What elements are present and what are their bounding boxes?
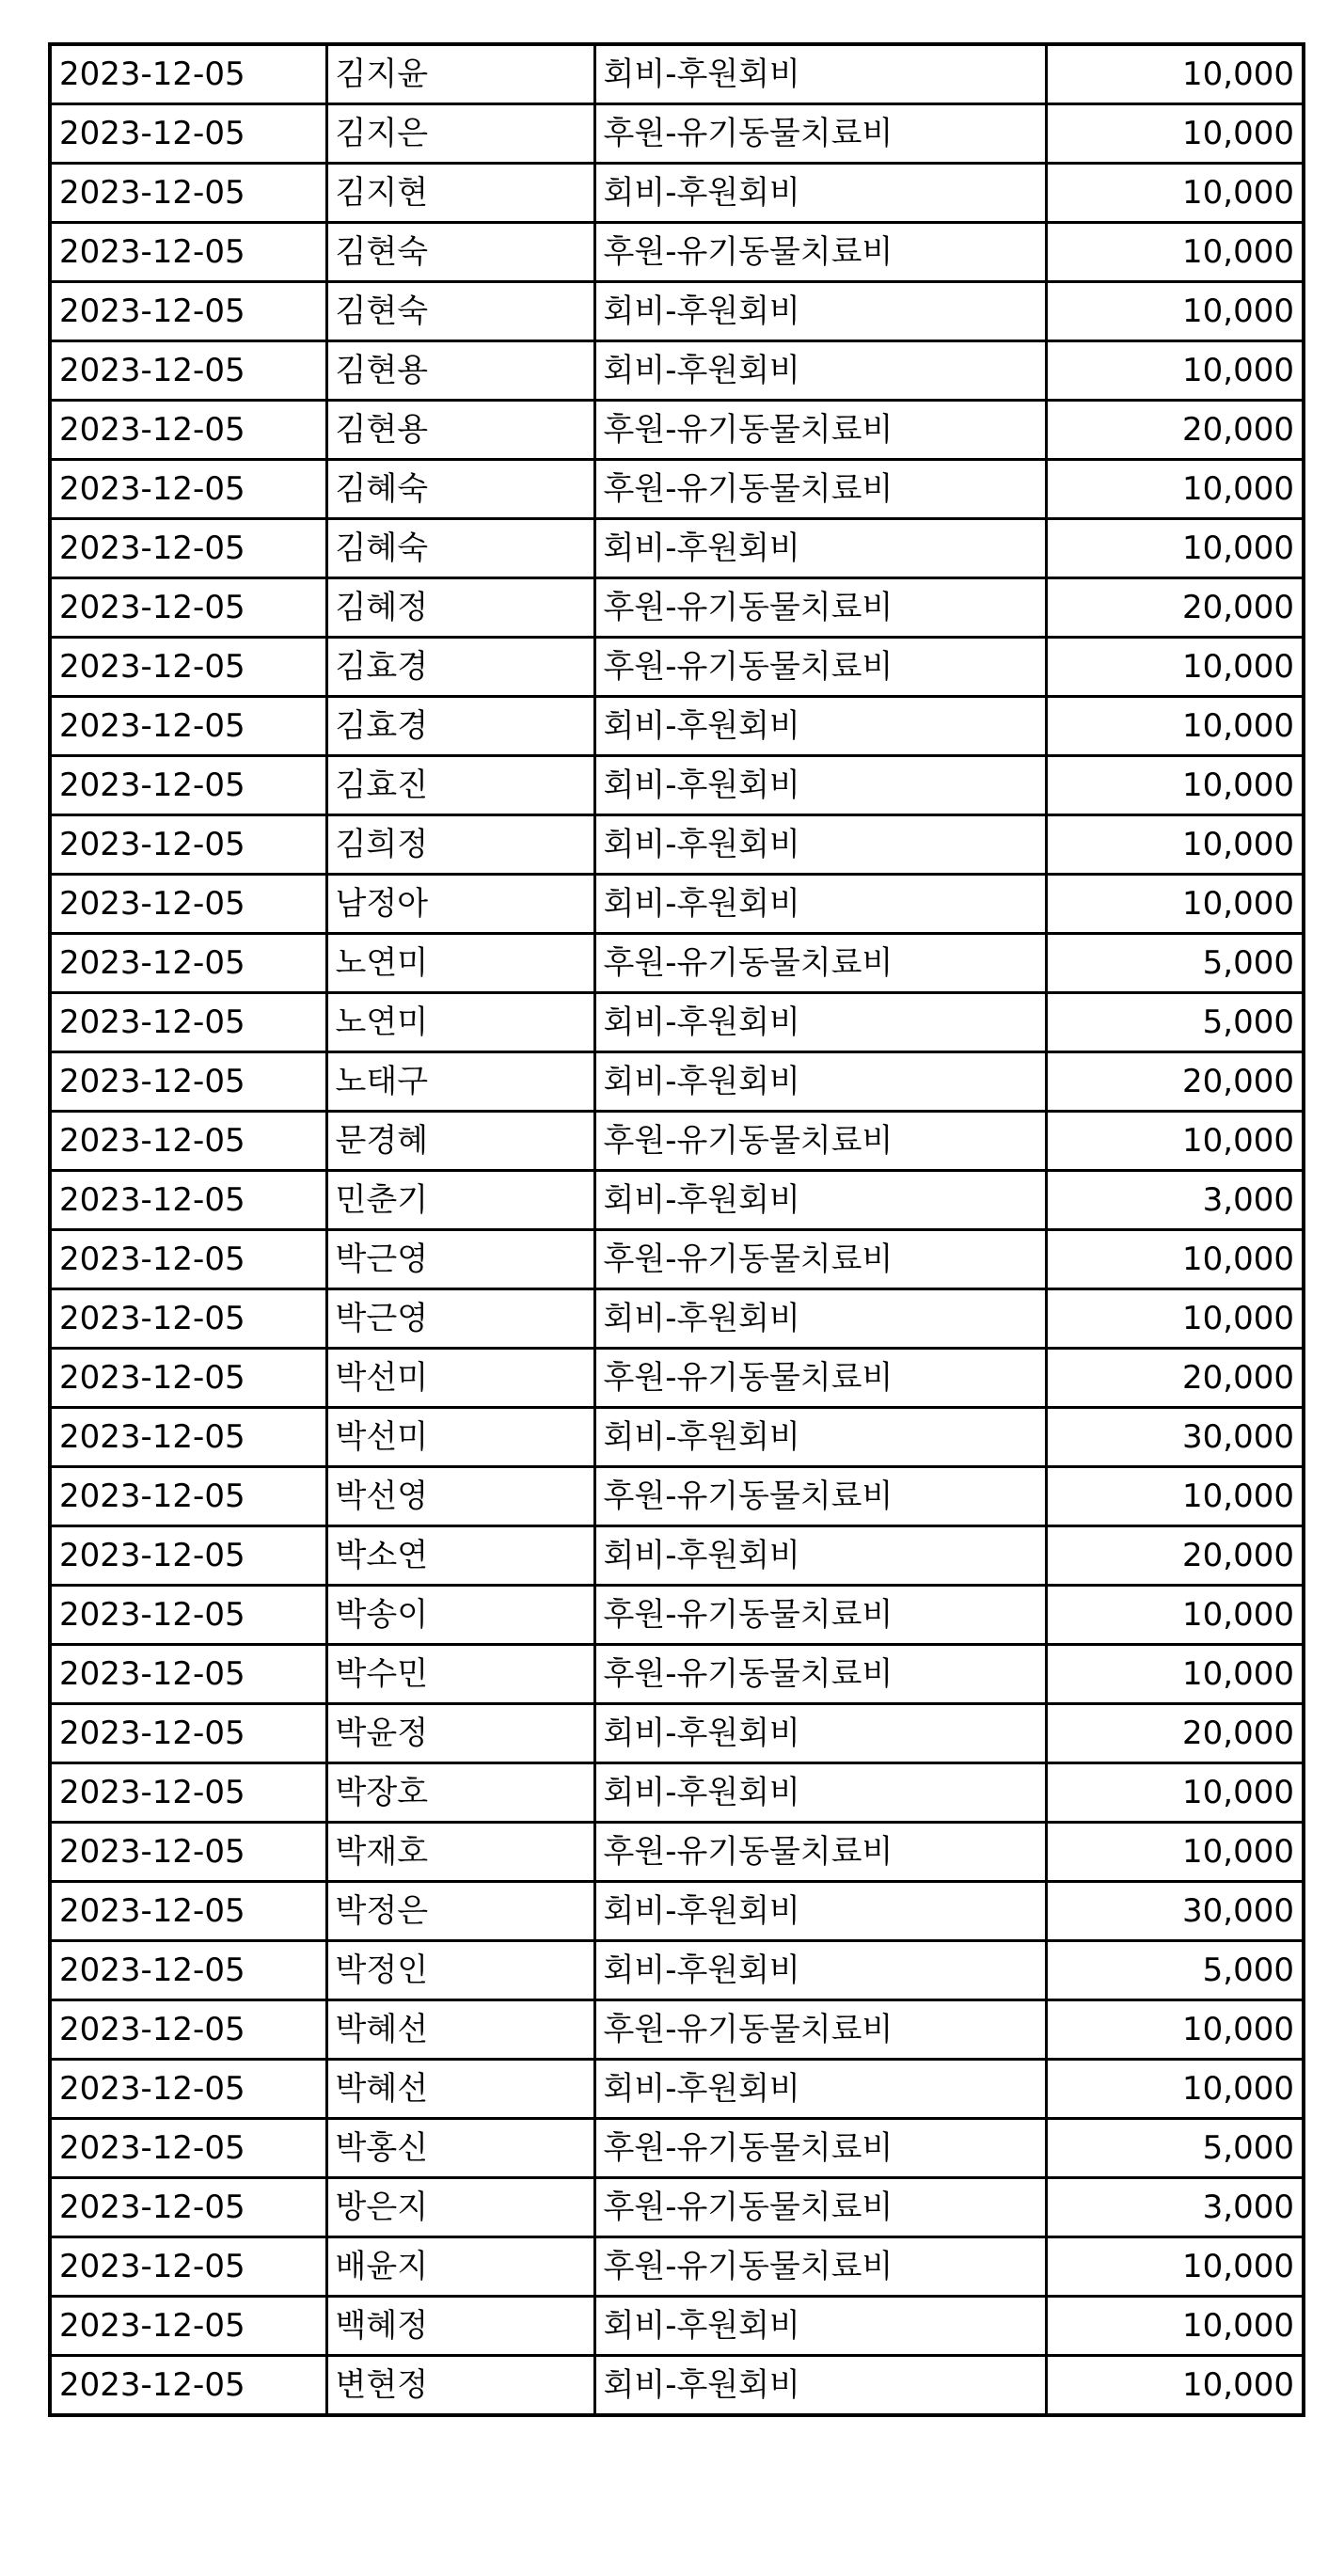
amount-cell: 30,000 — [1046, 1408, 1304, 1467]
amount-cell: 20,000 — [1046, 1704, 1304, 1763]
amount-cell: 10,000 — [1046, 815, 1304, 875]
amount-cell: 20,000 — [1046, 401, 1304, 460]
donor-name-cell: 박윤정 — [326, 1704, 594, 1763]
date-cell: 2023-12-05 — [50, 1467, 326, 1526]
date-cell: 2023-12-05 — [50, 1704, 326, 1763]
category-cell: 회비-후원회비 — [594, 1763, 1046, 1823]
table-row — [50, 282, 1304, 341]
category-cell: 후원-유기동물치료비 — [594, 223, 1046, 282]
amount-cell: 30,000 — [1046, 1882, 1304, 1941]
amount-cell: 10,000 — [1046, 1467, 1304, 1526]
amount-cell: 10,000 — [1046, 2060, 1304, 2119]
table-row — [50, 1112, 1304, 1171]
amount-cell: 10,000 — [1046, 2297, 1304, 2356]
category-cell: 후원-유기동물치료비 — [594, 2178, 1046, 2237]
donor-name-cell: 김지현 — [326, 164, 594, 223]
date-cell: 2023-12-05 — [50, 1763, 326, 1823]
donor-name-cell: 김현숙 — [326, 223, 594, 282]
category-cell: 회비-후원회비 — [594, 519, 1046, 578]
category-cell: 후원-유기동물치료비 — [594, 1645, 1046, 1704]
table-row — [50, 2178, 1304, 2237]
date-cell: 2023-12-05 — [50, 460, 326, 519]
date-cell: 2023-12-05 — [50, 1941, 326, 2000]
table-row — [50, 638, 1304, 697]
category-cell: 회비-후원회비 — [594, 815, 1046, 875]
ledger-body — [50, 44, 1304, 2415]
category-cell: 회비-후원회비 — [594, 875, 1046, 934]
table-row — [50, 1823, 1304, 1882]
date-cell: 2023-12-05 — [50, 993, 326, 1052]
table-row — [50, 460, 1304, 519]
date-cell: 2023-12-05 — [50, 638, 326, 697]
date-cell: 2023-12-05 — [50, 104, 326, 164]
donor-name-cell: 백혜정 — [326, 2297, 594, 2356]
date-cell: 2023-12-05 — [50, 2178, 326, 2237]
donor-name-cell: 남정아 — [326, 875, 594, 934]
donor-name-cell: 김현용 — [326, 401, 594, 460]
date-cell: 2023-12-05 — [50, 1052, 326, 1112]
table-row — [50, 1289, 1304, 1349]
category-cell: 회비-후원회비 — [594, 1704, 1046, 1763]
category-cell: 후원-유기동물치료비 — [594, 2237, 1046, 2297]
category-cell: 후원-유기동물치료비 — [594, 1467, 1046, 1526]
table-row — [50, 104, 1304, 164]
category-cell: 후원-유기동물치료비 — [594, 1349, 1046, 1408]
donor-name-cell: 김현용 — [326, 341, 594, 401]
amount-cell: 10,000 — [1046, 1586, 1304, 1645]
amount-cell: 10,000 — [1046, 2237, 1304, 2297]
amount-cell: 10,000 — [1046, 1645, 1304, 1704]
table-row — [50, 756, 1304, 815]
category-cell: 회비-후원회비 — [594, 2297, 1046, 2356]
donor-name-cell: 김혜숙 — [326, 519, 594, 578]
amount-cell: 10,000 — [1046, 2000, 1304, 2060]
date-cell: 2023-12-05 — [50, 401, 326, 460]
donor-name-cell: 변현정 — [326, 2356, 594, 2416]
amount-cell: 10,000 — [1046, 638, 1304, 697]
date-cell: 2023-12-05 — [50, 1112, 326, 1171]
category-cell: 회비-후원회비 — [594, 993, 1046, 1052]
donor-name-cell: 박정인 — [326, 1941, 594, 2000]
table-row — [50, 1941, 1304, 2000]
amount-cell: 10,000 — [1046, 1289, 1304, 1349]
category-cell: 후원-유기동물치료비 — [594, 578, 1046, 638]
donor-name-cell: 김효진 — [326, 756, 594, 815]
amount-cell: 10,000 — [1046, 44, 1304, 104]
category-cell: 회비-후원회비 — [594, 44, 1046, 104]
amount-cell: 10,000 — [1046, 104, 1304, 164]
amount-cell: 10,000 — [1046, 1763, 1304, 1823]
table-row — [50, 2297, 1304, 2356]
donor-name-cell: 박재호 — [326, 1823, 594, 1882]
table-row — [50, 1882, 1304, 1941]
donor-name-cell: 김효경 — [326, 697, 594, 756]
table-row — [50, 697, 1304, 756]
donor-name-cell: 김지윤 — [326, 44, 594, 104]
donor-name-cell: 박선미 — [326, 1349, 594, 1408]
category-cell: 회비-후원회비 — [594, 756, 1046, 815]
table-row — [50, 578, 1304, 638]
donor-name-cell: 박장호 — [326, 1763, 594, 1823]
amount-cell: 20,000 — [1046, 578, 1304, 638]
date-cell: 2023-12-05 — [50, 44, 326, 104]
date-cell: 2023-12-05 — [50, 223, 326, 282]
date-cell: 2023-12-05 — [50, 1586, 326, 1645]
table-row — [50, 1349, 1304, 1408]
table-row — [50, 401, 1304, 460]
category-cell: 회비-후원회비 — [594, 1289, 1046, 1349]
category-cell: 후원-유기동물치료비 — [594, 1230, 1046, 1289]
date-cell: 2023-12-05 — [50, 1526, 326, 1586]
amount-cell: 5,000 — [1046, 1941, 1304, 2000]
donor-name-cell: 박선영 — [326, 1467, 594, 1526]
category-cell: 회비-후원회비 — [594, 1171, 1046, 1230]
category-cell: 회비-후원회비 — [594, 1526, 1046, 1586]
date-cell: 2023-12-05 — [50, 934, 326, 993]
category-cell: 회비-후원회비 — [594, 2356, 1046, 2416]
amount-cell: 20,000 — [1046, 1052, 1304, 1112]
date-cell: 2023-12-05 — [50, 875, 326, 934]
amount-cell: 5,000 — [1046, 934, 1304, 993]
amount-cell: 5,000 — [1046, 993, 1304, 1052]
amount-cell: 10,000 — [1046, 2356, 1304, 2416]
table-row — [50, 993, 1304, 1052]
date-cell: 2023-12-05 — [50, 1349, 326, 1408]
date-cell: 2023-12-05 — [50, 815, 326, 875]
table-row — [50, 2237, 1304, 2297]
donor-name-cell: 박근영 — [326, 1230, 594, 1289]
category-cell: 후원-유기동물치료비 — [594, 1823, 1046, 1882]
table-row — [50, 2000, 1304, 2060]
donor-name-cell: 박수민 — [326, 1645, 594, 1704]
table-row — [50, 1171, 1304, 1230]
category-cell: 후원-유기동물치료비 — [594, 638, 1046, 697]
donor-name-cell: 방은지 — [326, 2178, 594, 2237]
table-row — [50, 341, 1304, 401]
category-cell: 회비-후원회비 — [594, 697, 1046, 756]
donor-name-cell: 박송이 — [326, 1586, 594, 1645]
donor-name-cell: 김희정 — [326, 815, 594, 875]
table-row — [50, 44, 1304, 104]
amount-cell: 10,000 — [1046, 1823, 1304, 1882]
table-row — [50, 2060, 1304, 2119]
date-cell: 2023-12-05 — [50, 1645, 326, 1704]
category-cell: 후원-유기동물치료비 — [594, 2119, 1046, 2178]
table-row — [50, 1052, 1304, 1112]
donation-ledger-table — [48, 42, 1305, 2417]
date-cell: 2023-12-05 — [50, 341, 326, 401]
donor-name-cell: 박소연 — [326, 1526, 594, 1586]
date-cell: 2023-12-05 — [50, 164, 326, 223]
table-row — [50, 164, 1304, 223]
amount-cell: 10,000 — [1046, 341, 1304, 401]
category-cell: 후원-유기동물치료비 — [594, 2000, 1046, 2060]
category-cell: 회비-후원회비 — [594, 1882, 1046, 1941]
category-cell: 후원-유기동물치료비 — [594, 460, 1046, 519]
amount-cell: 10,000 — [1046, 875, 1304, 934]
date-cell: 2023-12-05 — [50, 2000, 326, 2060]
table-row — [50, 934, 1304, 993]
donor-name-cell: 박혜선 — [326, 2060, 594, 2119]
table-row — [50, 1230, 1304, 1289]
table-row — [50, 875, 1304, 934]
category-cell: 후원-유기동물치료비 — [594, 104, 1046, 164]
amount-cell: 10,000 — [1046, 1112, 1304, 1171]
table-row — [50, 2356, 1304, 2416]
donor-name-cell: 문경혜 — [326, 1112, 594, 1171]
table-row — [50, 1586, 1304, 1645]
date-cell: 2023-12-05 — [50, 2060, 326, 2119]
amount-cell: 10,000 — [1046, 697, 1304, 756]
date-cell: 2023-12-05 — [50, 756, 326, 815]
amount-cell: 10,000 — [1046, 1230, 1304, 1289]
date-cell: 2023-12-05 — [50, 2356, 326, 2416]
category-cell: 회비-후원회비 — [594, 341, 1046, 401]
donor-name-cell: 박정은 — [326, 1882, 594, 1941]
donor-name-cell: 박선미 — [326, 1408, 594, 1467]
category-cell: 후원-유기동물치료비 — [594, 1112, 1046, 1171]
date-cell: 2023-12-05 — [50, 519, 326, 578]
date-cell: 2023-12-05 — [50, 1408, 326, 1467]
donor-name-cell: 민춘기 — [326, 1171, 594, 1230]
table-row — [50, 1645, 1304, 1704]
table-row — [50, 1467, 1304, 1526]
table-row — [50, 223, 1304, 282]
amount-cell: 10,000 — [1046, 223, 1304, 282]
amount-cell: 3,000 — [1046, 2178, 1304, 2237]
category-cell: 회비-후원회비 — [594, 164, 1046, 223]
amount-cell: 10,000 — [1046, 282, 1304, 341]
date-cell: 2023-12-05 — [50, 697, 326, 756]
category-cell: 후원-유기동물치료비 — [594, 934, 1046, 993]
amount-cell: 10,000 — [1046, 460, 1304, 519]
amount-cell: 20,000 — [1046, 1349, 1304, 1408]
category-cell: 회비-후원회비 — [594, 2060, 1046, 2119]
date-cell: 2023-12-05 — [50, 1289, 326, 1349]
donor-name-cell: 노연미 — [326, 993, 594, 1052]
category-cell: 회비-후원회비 — [594, 1941, 1046, 2000]
donor-name-cell: 노태구 — [326, 1052, 594, 1112]
table-row — [50, 1763, 1304, 1823]
date-cell: 2023-12-05 — [50, 2119, 326, 2178]
donor-name-cell: 배윤지 — [326, 2237, 594, 2297]
amount-cell: 10,000 — [1046, 756, 1304, 815]
amount-cell: 5,000 — [1046, 2119, 1304, 2178]
date-cell: 2023-12-05 — [50, 578, 326, 638]
amount-cell: 3,000 — [1046, 1171, 1304, 1230]
table-row — [50, 815, 1304, 875]
amount-cell: 20,000 — [1046, 1526, 1304, 1586]
date-cell: 2023-12-05 — [50, 1823, 326, 1882]
donor-name-cell: 김혜정 — [326, 578, 594, 638]
table-row — [50, 1704, 1304, 1763]
date-cell: 2023-12-05 — [50, 1882, 326, 1941]
donor-name-cell: 박근영 — [326, 1289, 594, 1349]
donor-name-cell: 박홍신 — [326, 2119, 594, 2178]
donor-name-cell: 김효경 — [326, 638, 594, 697]
category-cell: 회비-후원회비 — [594, 282, 1046, 341]
table-row — [50, 519, 1304, 578]
amount-cell: 10,000 — [1046, 519, 1304, 578]
category-cell: 후원-유기동물치료비 — [594, 1586, 1046, 1645]
donor-name-cell: 김혜숙 — [326, 460, 594, 519]
category-cell: 회비-후원회비 — [594, 1052, 1046, 1112]
category-cell: 회비-후원회비 — [594, 1408, 1046, 1467]
donor-name-cell: 김현숙 — [326, 282, 594, 341]
donor-name-cell: 김지은 — [326, 104, 594, 164]
table-row — [50, 2119, 1304, 2178]
date-cell: 2023-12-05 — [50, 2297, 326, 2356]
category-cell: 후원-유기동물치료비 — [594, 401, 1046, 460]
date-cell: 2023-12-05 — [50, 2237, 326, 2297]
amount-cell: 10,000 — [1046, 164, 1304, 223]
donor-name-cell: 노연미 — [326, 934, 594, 993]
table-row — [50, 1526, 1304, 1586]
table-row — [50, 1408, 1304, 1467]
date-cell: 2023-12-05 — [50, 1230, 326, 1289]
donor-name-cell: 박혜선 — [326, 2000, 594, 2060]
date-cell: 2023-12-05 — [50, 1171, 326, 1230]
date-cell: 2023-12-05 — [50, 282, 326, 341]
